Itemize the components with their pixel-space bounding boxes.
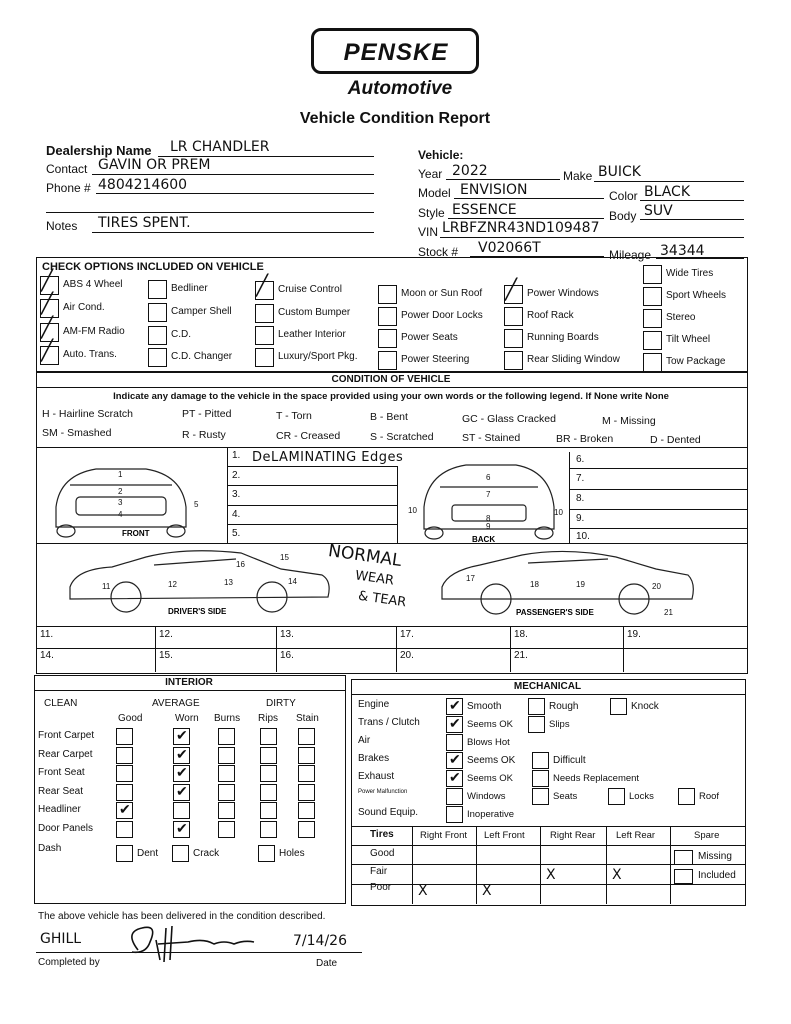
option-tow-package-label: Tow Package [666,356,726,367]
checkmark-icon: ╱ [41,315,54,339]
damage-number: 18. [514,629,528,640]
legend-item: ST - Stained [462,432,521,444]
mech-option-label: Roof [699,791,720,802]
car-area-number: 10 [408,506,417,515]
tire-col-label: Left Rear [616,830,656,841]
option-moon-or-sun-roof-checkbox[interactable] [378,285,397,304]
option-sport-wheels-label: Sport Wheels [666,290,727,301]
tire-col-label: Left Front [484,830,525,841]
mech-option-label: Blows Hot [467,737,510,748]
option-custom-bumper-checkbox[interactable] [255,304,274,323]
damage-number: 7. [576,473,585,484]
completed-by-label: Completed by [38,957,100,968]
make-label: Make [563,169,593,183]
damage-number: 21. [514,650,528,661]
mech-brakes-difficult-checkbox[interactable] [532,752,549,769]
car-area-number: 20 [652,582,661,591]
logo-subtitle: Automotive [347,78,453,99]
damage-number: 9. [576,513,585,524]
mech-row-label: Engine [358,699,390,710]
option-wide-tires-label: Wide Tires [666,268,714,279]
vin-value[interactable]: LRBFZNR43ND109487 [442,220,600,236]
interior-front-carpet-checkbox[interactable] [260,728,277,745]
interior-front-carpet-checkbox[interactable] [116,728,133,745]
interior-col-label: Stain [296,713,319,724]
damage-number: 19. [627,629,641,640]
view-driver: DRIVER'S SIDE [168,607,227,616]
view-back: BACK [472,535,496,544]
option-stereo-checkbox[interactable] [643,309,662,328]
signature [118,920,258,964]
tire-row-label: Poor [370,882,392,893]
dash-label: Dash [38,843,62,854]
spare-included-checkbox[interactable] [674,869,693,884]
year-value[interactable]: 2022 [452,163,488,179]
tire-condition-mark[interactable]: X [612,867,622,883]
mech-engine-rough-checkbox[interactable] [528,698,545,715]
dealership-label: Dealership Name [46,143,152,158]
contact-label: Contact [46,162,88,176]
car-area-number: 17 [466,574,475,583]
year-label: Year [418,167,443,181]
option-running-boards-checkbox[interactable] [504,329,523,348]
option-camper-shell-checkbox[interactable] [148,303,167,322]
checkmark-icon: ✔ [176,764,188,780]
car-area-number: 8 [486,514,491,523]
date-label: Date [316,958,338,969]
car-area-number: 9 [486,522,491,531]
mech-option-label: Seats [553,791,578,802]
option-air-cond-label: Air Cond. [63,302,105,313]
dash-option-label: Holes [279,848,305,859]
page-title: Vehicle Condition Report [299,110,491,127]
option-c-d-changer-checkbox[interactable] [148,348,167,367]
mech-option-label: Slips [549,719,570,730]
car-area-number: 14 [288,577,297,586]
vehicle-heading: Vehicle: [418,148,464,162]
checkmark-icon: ╱ [41,291,54,315]
option-stereo-label: Stereo [666,312,696,323]
option-camper-shell-label: Camper Shell [171,306,232,317]
interior-group-label: CLEAN [44,698,78,709]
option-power-steering-checkbox[interactable] [378,351,397,370]
dash-checkbox[interactable] [172,845,189,862]
stock-value[interactable]: V02066T [478,240,541,256]
option-wide-tires-checkbox[interactable] [643,265,662,284]
legend-item: CR - Creased [276,430,341,442]
legend-item: R - Rusty [182,429,226,441]
spare-option-label: Missing [698,851,732,862]
mech-engine-knock-checkbox[interactable] [610,698,627,715]
style-value[interactable]: ESSENCE [452,202,517,218]
damage-number: 1. [232,450,241,461]
tire-condition-mark[interactable]: X [418,883,428,899]
interior-row-label: Door Panels [38,822,94,834]
interior-door-panels-checkbox[interactable] [260,821,277,838]
damage-number: 14. [40,650,54,661]
interior-rear-carpet-checkbox[interactable] [218,747,235,764]
damage-number: 11. [40,629,54,640]
option-rear-sliding-window-label: Rear Sliding Window [527,354,620,365]
interior-rear-seat-checkbox[interactable] [116,784,133,801]
interior-row-label: Front Seat [38,767,85,778]
interior-rear-carpet-checkbox[interactable] [116,747,133,764]
mech-row-label: Power Malfunction [358,789,408,795]
logo-brand: PENSKE [343,39,449,66]
damage-number: 12. [159,629,173,640]
mech-option-label: Locks [629,791,654,802]
mech-exhaust-needs-replacement-checkbox[interactable] [532,770,549,787]
damage-number: 16. [280,650,294,661]
interior-front-seat-checkbox[interactable] [298,765,315,782]
car-area-number: 10 [554,508,563,517]
damage-number: 8. [576,493,585,504]
side-note-line-3: & TEAR [357,588,408,611]
interior-front-seat-checkbox[interactable] [116,765,133,782]
option-power-seats-checkbox[interactable] [378,329,397,348]
car-area-number: 12 [168,580,177,589]
option-tilt-wheel-label: Tilt Wheel [666,334,711,345]
mech-option-label: Difficult [553,755,586,766]
legend-item: S - Scratched [370,431,434,443]
tires-label: Tires [370,829,394,840]
legend-item: SM - Smashed [42,427,112,439]
mech-air-blows-hot-checkbox[interactable] [446,734,463,751]
interior-headliner-checkbox[interactable] [173,802,190,819]
option-power-steering-label: Power Steering [401,354,470,365]
style-label: Style [418,206,445,220]
checkmark-icon: ✔ [449,769,461,785]
tire-condition-mark[interactable]: X [546,867,556,883]
option-leather-interior-checkbox[interactable] [255,326,274,345]
option-sport-wheels-checkbox[interactable] [643,287,662,306]
interior-headliner-checkbox[interactable] [260,802,277,819]
mech-option-label: Smooth [467,701,502,712]
notes-value[interactable]: TIRES SPENT. [98,215,191,231]
option-roof-rack-label: Roof Rack [527,310,574,321]
damage-number: 17. [400,629,414,640]
dealership-value[interactable]: LR CHANDLER [170,139,270,155]
car-area-number: 4 [118,510,123,519]
side-note-line-1: NORMAL [326,540,403,572]
option-running-boards-label: Running Boards [527,332,599,343]
option-c-d-checkbox[interactable] [148,326,167,345]
car-area-number: 2 [118,487,123,496]
interior-col-label: Burns [214,713,241,724]
body-label: Body [609,209,637,223]
notes-label: Notes [46,219,78,233]
condition-instructions: Indicate any damage to the vehicle in the space provided using your own words or the following legend. If None write None [113,391,669,402]
checkmark-icon: ╱ [41,338,54,362]
checkmark-icon: ✔ [176,782,188,799]
tire-condition-mark[interactable]: X [482,883,492,899]
mechanical-heading: MECHANICAL [513,681,582,692]
option-am-fm-radio-label: AM-FM Radio [63,326,125,337]
dash-option-label: Dent [137,848,159,859]
spare-missing-checkbox[interactable] [674,850,693,865]
color-value[interactable]: BLACK [644,184,691,200]
tire-row-label: Good [370,848,395,859]
option-bedliner-label: Bedliner [171,283,208,294]
option-leather-interior-label: Leather Interior [278,329,346,340]
legend-item: PT - Pitted [182,408,232,420]
interior-col-label: Good [118,713,143,724]
damage-number: 15. [159,650,173,661]
car-area-number: 1 [118,470,123,479]
mech-trans-clutch-slips-checkbox[interactable] [528,716,545,733]
phone-value[interactable]: 4804214600 [98,177,188,193]
tire-row-label: Fair [370,866,388,877]
model-value[interactable]: ENVISION [460,182,528,198]
mech-row-label: Brakes [358,753,390,764]
stock-label: Stock # [418,245,459,259]
interior-rear-seat-checkbox[interactable] [298,784,315,801]
interior-heading: INTERIOR [165,677,213,688]
legend-item: BR - Broken [556,433,614,445]
phone-label: Phone # [46,181,91,195]
car-area-number: 15 [280,553,289,562]
damage-entry-1[interactable]: DeLAMINATING Edges [252,450,404,465]
interior-group-label: AVERAGE [152,698,200,709]
dash-checkbox[interactable] [258,845,275,862]
mech-option-label: Seems OK [467,773,513,784]
interior-front-carpet-checkbox[interactable] [218,728,235,745]
interior-row-label: Headliner [38,804,81,815]
car-area-number: 16 [236,560,245,569]
option-rear-sliding-window-checkbox[interactable] [504,351,523,370]
delivery-statement: The above vehicle has been delivered in the condition described. [38,911,326,922]
mech-power-malfunction-locks-checkbox[interactable] [608,788,625,805]
interior-row-label: Rear Carpet [38,748,93,760]
mech-row-label: Exhaust [358,771,395,782]
interior-door-panels-checkbox[interactable] [298,821,315,838]
checkmark-icon: ✔ [449,697,461,713]
interior-front-seat-checkbox[interactable] [218,765,235,782]
option-luxury-sport-pkg-label: Luxury/Sport Pkg. [278,351,358,362]
interior-col-label: Worn [175,713,199,724]
mech-option-label: Inoperative [467,809,515,820]
car-area-number: 21 [664,608,673,617]
interior-rear-seat-checkbox[interactable] [218,784,235,801]
checkmark-icon: ✔ [176,819,188,836]
tire-col-label: Right Front [420,830,467,841]
checkmark-icon: ✔ [119,801,131,817]
color-label: Color [609,189,638,203]
legend-item: D - Dented [650,434,701,446]
interior-rear-carpet-checkbox[interactable] [260,747,277,764]
checkmark-icon: ✔ [176,745,188,762]
mech-option-label: Knock [631,701,659,712]
car-area-number: 6 [486,473,491,482]
dash-checkbox[interactable] [116,845,133,862]
interior-col-label: Rips [258,713,279,724]
damage-number: 10. [576,531,590,542]
option-bedliner-checkbox[interactable] [148,280,167,299]
make-value[interactable]: BUICK [598,164,641,180]
mech-option-label: Rough [549,701,579,712]
legend-item: GC - Glass Cracked [462,413,556,425]
car-diagrams [36,447,747,627]
mech-option-label: Needs Replacement [553,773,640,784]
mech-sound-equip-inoperative-checkbox[interactable] [446,806,463,823]
mech-row-label: Sound Equip. [358,807,419,818]
interior-front-carpet-checkbox[interactable] [298,728,315,745]
interior-front-seat-checkbox[interactable] [260,765,277,782]
option-cruise-control-label: Cruise Control [278,284,342,295]
interior-row-label: Front Carpet [38,730,95,741]
model-label: Model [418,186,451,200]
spare-option-label: Included [698,870,736,881]
damage-number: 2. [232,470,241,481]
checkmark-icon: ✔ [449,751,461,767]
mech-option-label: Seems OK [467,755,516,766]
mileage-value[interactable]: 34344 [660,243,705,259]
checkmark-icon: ╱ [256,273,269,297]
legend-item: T - Torn [276,410,312,422]
checkmark-icon: ╱ [41,268,54,292]
mech-power-malfunction-roof-checkbox[interactable] [678,788,695,805]
tire-col-label: Right Rear [550,830,596,841]
option-c-d-changer-label: C.D. Changer [171,351,233,362]
interior-door-panels-checkbox[interactable] [116,821,133,838]
contact-value[interactable]: GAVIN OR PREM [98,157,211,173]
tire-col-label: Spare [694,830,720,841]
condition-heading: CONDITION OF VEHICLE [331,374,451,385]
damage-number: 6. [576,454,585,465]
interior-headliner-checkbox[interactable] [218,802,235,819]
interior-door-panels-checkbox[interactable] [218,821,235,838]
completed-by-value[interactable]: GHILL [40,931,82,947]
interior-group-label: DIRTY [266,698,296,709]
mech-option-label: Windows [467,791,506,802]
option-abs-4-wheel-label: ABS 4 Wheel [63,279,123,290]
interior-rear-carpet-checkbox[interactable] [298,747,315,764]
option-auto-trans-label: Auto. Trans. [63,349,117,360]
legend-item: H - Hairline Scratch [42,408,134,420]
option-power-door-locks-label: Power Door Locks [401,310,483,321]
checkmark-icon: ✔ [449,715,461,731]
view-front: FRONT [122,529,150,538]
mileage-label: Mileage [609,248,652,262]
vin-label: VIN [418,225,439,239]
options-heading: CHECK OPTIONS INCLUDED ON VEHICLE [42,261,264,273]
legend-item: B - Bent [370,411,408,423]
option-roof-rack-checkbox[interactable] [504,307,523,326]
option-c-d-label: C.D. [171,329,191,340]
car-area-number: 19 [576,580,585,589]
car-area-number: 3 [118,498,123,507]
car-area-number: 11 [102,582,111,591]
damage-number: 3. [232,489,241,500]
car-area-number: 18 [530,580,539,589]
mech-power-malfunction-windows-checkbox[interactable] [446,788,463,805]
option-custom-bumper-label: Custom Bumper [278,307,351,318]
option-power-seats-label: Power Seats [401,332,458,343]
dash-option-label: Crack [193,848,220,859]
mech-option-label: Seems OK [467,719,513,730]
car-area-number: 7 [486,490,491,499]
checkmark-icon: ✔ [176,727,188,743]
interior-headliner-checkbox[interactable] [298,802,315,819]
option-tow-package-checkbox[interactable] [643,353,662,372]
damage-number: 13. [280,629,294,640]
date-value[interactable]: 7/14/26 [293,933,347,949]
mech-power-malfunction-seats-checkbox[interactable] [532,788,549,805]
option-power-door-locks-checkbox[interactable] [378,307,397,326]
side-note-line-2: WEAR [354,568,395,589]
car-area-number: 5 [194,500,199,509]
car-area-number: 13 [224,578,233,587]
damage-number: 5. [232,528,241,539]
mech-row-label: Air [358,735,371,746]
option-moon-or-sun-roof-label: Moon or Sun Roof [401,288,483,299]
checkmark-icon: ╱ [505,277,518,301]
view-passenger: PASSENGER'S SIDE [516,608,594,617]
interior-rear-seat-checkbox[interactable] [260,784,277,801]
legend-item: M - Missing [602,415,656,427]
body-value[interactable]: SUV [644,203,673,219]
damage-number: 4. [232,509,241,520]
damage-number: 20. [400,650,414,661]
option-tilt-wheel-checkbox[interactable] [643,331,662,350]
option-luxury-sport-pkg-checkbox[interactable] [255,348,274,367]
interior-row-label: Rear Seat [38,785,84,797]
option-power-windows-label: Power Windows [527,288,599,299]
mech-row-label: Trans / Clutch [358,717,420,728]
